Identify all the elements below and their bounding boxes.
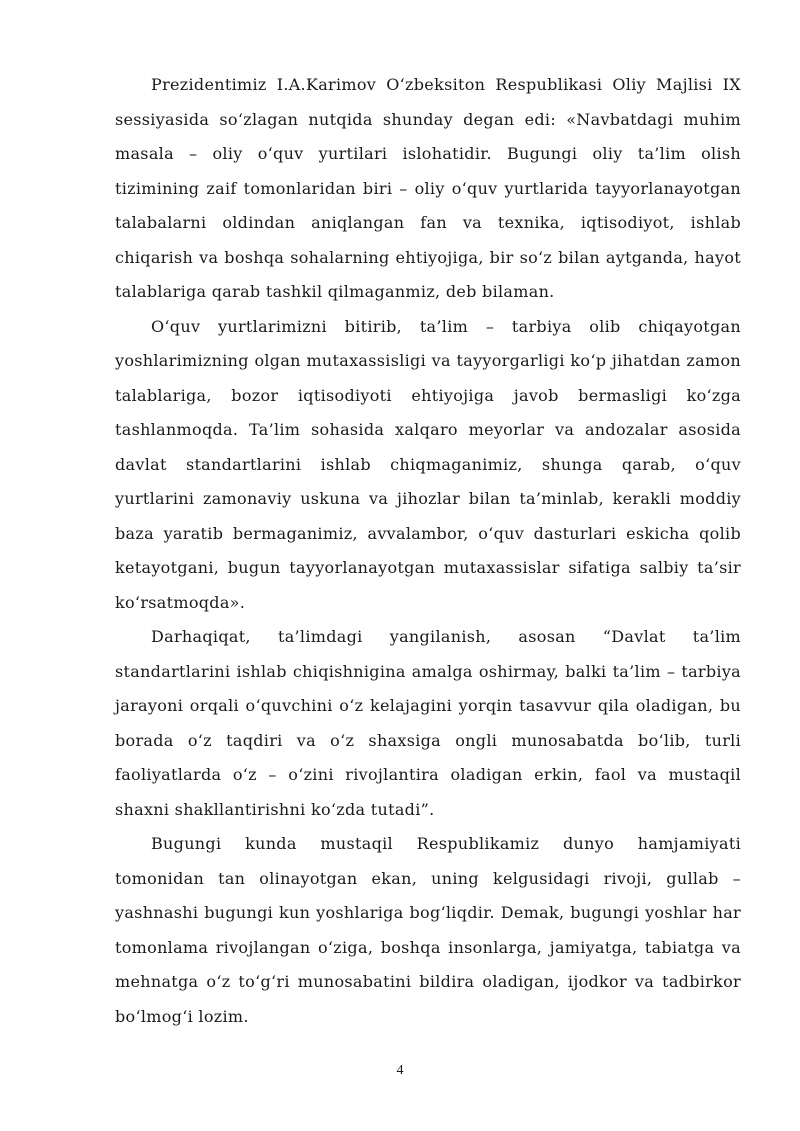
page-number: 4: [396, 1063, 404, 1078]
paragraph: O‘quv yurtlarimizni bitirib, ta’lim – tarbiya olib chiqayotgan yoshlarimizning olgan mutaxassisligi va tayyorgarligi ko‘p jihatdan zamon talablariga, bozor iqtisodiyoti ehtiyojiga javob bermasligi ko‘zga tashlanmoqda. Ta’lim sohasida xalqaro meyorlar va andozalar asosida davlat standartlarini ishlab chiqmaganimiz, shunga qarab, o‘quv yurtlarini zamonaviy uskuna va jihozlar bilan ta’minlab, kerakli moddiy baza yaratib bermaganimiz, avvalambor, o‘quv dasturlari eskicha qolib ketayotgani, bugun tayyorlanayotgan mutaxassislar sifatiga salbiy ta’sir ko‘rsatmoqda».: [115, 316, 741, 612]
paragraph: Prezidentimiz I.A.Karimov O‘zbeksiton Respublikasi Oliy Majlisi IX sessiyasida so‘zlagan nutqida shunday degan edi: «Navbatdagi muhim masala – oliy o‘quv yurtilari islohatidir. Bugungi oliy ta’lim olish tizimining zaif tomonlaridan biri – oliy o‘quv yurtlarida tayyorlanayotgan talabalarni oldindan aniqlangan fan va texnika, iqtisodiyot, ishlab chiqarish va boshqa sohalarning ehtiyojiga, bir so‘z bilan aytganda, hayot talablariga qarab tashkil qilmaganmiz, deb bilaman.: [115, 75, 741, 301]
paragraph: Bugungi kunda mustaqil Respublikamiz dunyo hamjamiyati tomonidan tan olinayotgan ekan, uning kelgusidagi rivoji, gullab – yashnashi bugungi kun yoshlariga bog‘liqdir. Demak, bugungi yoshlar har tomonlama rivojlangan o‘ziga, boshqa insonlarga, jamiyatga, tabiatga va mehnatga o‘z to‘g‘ri munosabatini bildira oladigan, ijodkor va tadbirkor bo‘lmog‘i lozim.: [115, 834, 741, 1026]
paragraph: Darhaqiqat, ta’limdagi yangilanish, asosan “Davlat ta’lim standartlarini ishlab chiqishnigina amalga oshirmay, balki ta’lim – tarbiya jarayoni orqali o‘quvchini o‘z kelajagini yorqin tasavvur qila oladigan, bu borada o‘z taqdiri va o‘z shaxsiga ongli munosabatda bo‘lib, turli faoliyatlarda o‘z – o‘zini rivojlantira oladigan erkin, faol va mustaqil shaxni shakllantirishni ko‘zda tutadi”.: [115, 627, 741, 819]
document-body: [115, 68, 741, 1034]
